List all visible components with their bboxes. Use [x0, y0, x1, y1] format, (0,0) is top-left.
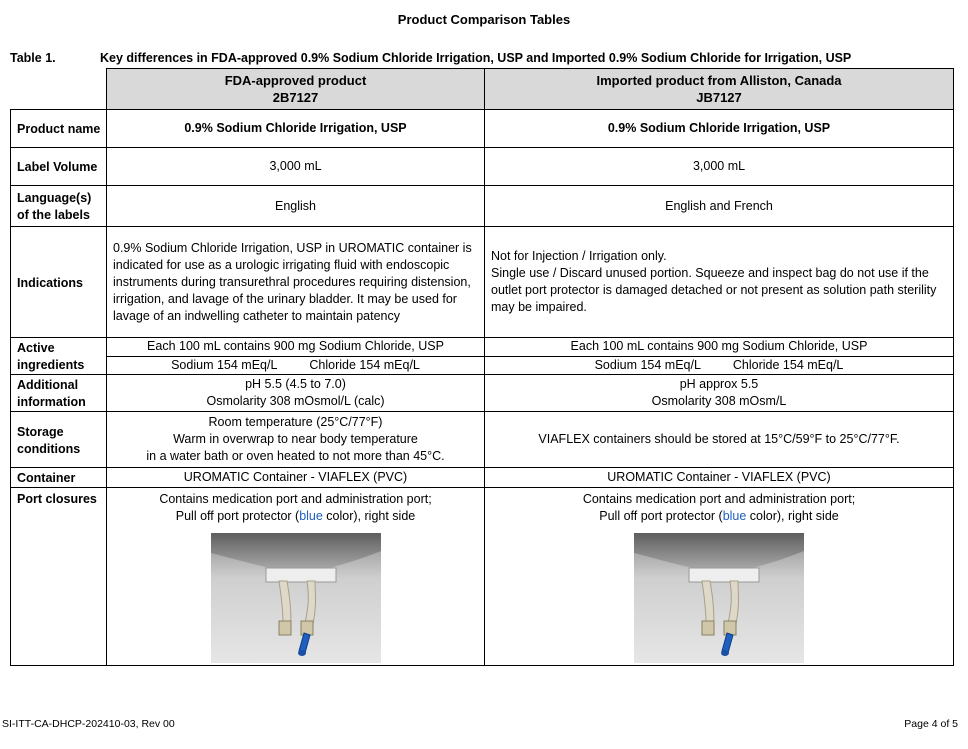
- header-imported-title: Imported product from Alliston, Canada: [596, 73, 842, 88]
- row-label-label-volume: Label Volume: [11, 148, 107, 186]
- fda-storage-line2: Warm in overwrap to near body temperature: [173, 432, 418, 446]
- row-label-product-name: Product name: [11, 110, 107, 148]
- imported-indications-line2: Single use / Discard unused portion. Squeeze and inspect bag do not use if the outlet port protector is damaged detached or not present as solution path sterility may be impaired.: [491, 266, 937, 314]
- header-imported-product: [485, 69, 954, 110]
- comparison-table: [10, 68, 954, 666]
- fda-language: English: [107, 186, 485, 227]
- header-fda-title: FDA-approved product: [224, 73, 367, 88]
- fda-storage-line1: Room temperature (25°C/77°F): [208, 415, 383, 429]
- header-imported-code: JB7127: [696, 90, 742, 105]
- fda-container: UROMATIC Container - VIAFLEX (PVC): [107, 468, 485, 488]
- fda-active-ingredients: Each 100 mL contains 900 mg Sodium Chloride, USP: [107, 338, 485, 357]
- fda-bag-photo-image: [211, 533, 381, 663]
- imported-port-line2: [485, 508, 953, 525]
- imported-osmolarity: Osmolarity 308 mOsm/L: [651, 394, 787, 408]
- table-row: [11, 468, 954, 488]
- table-row: [11, 488, 954, 666]
- imported-port-line2-pre: Pull off port protector (: [599, 509, 723, 523]
- row-label-port-closures: Port closures: [11, 488, 107, 666]
- table-number: Table 1.: [10, 51, 56, 65]
- table-row: [11, 110, 954, 148]
- imported-language: English and French: [485, 186, 954, 227]
- imported-active-ingredients: Each 100 mL contains 900 mg Sodium Chloride, USP: [485, 338, 954, 357]
- fda-port-blue-word: blue: [299, 509, 323, 523]
- fda-port-line1: Contains medication port and administration port;: [159, 492, 432, 506]
- header-fda-code: 2B7127: [272, 90, 319, 105]
- imported-additional-information: [485, 375, 954, 412]
- table-header-row: [11, 69, 954, 110]
- fda-electrolytes: [107, 356, 485, 375]
- fda-storage-conditions: [107, 412, 485, 468]
- fda-port-line2-post: color), right side: [322, 509, 416, 523]
- row-label-additional-information: Additional information: [11, 375, 107, 412]
- footer-document-id: SI-ITT-CA-DHCP-202410-03, Rev 00: [2, 718, 175, 730]
- imported-port-blue-word: blue: [722, 509, 747, 523]
- table-caption: [10, 51, 960, 65]
- table-row: [11, 412, 954, 468]
- fda-port-line2: [107, 508, 484, 525]
- imported-port-line1: Contains medication port and administration port;: [582, 492, 856, 506]
- header-blank-cell: [11, 69, 107, 110]
- fda-ph: pH 5.5 (4.5 to 7.0): [245, 377, 346, 391]
- imported-ph: pH approx 5.5: [679, 377, 759, 391]
- table-caption-text: Key differences in FDA-approved 0.9% Sodium Chloride Irrigation, USP and Imported 0.9% Sodium Chloride for Irrigation, USP: [100, 51, 852, 65]
- table-row: [11, 186, 954, 227]
- row-label-language: Language(s) of the labels: [11, 186, 107, 227]
- row-label-indications: Indications: [11, 227, 107, 338]
- footer-page-number: Page 4 of 5: [904, 718, 958, 730]
- fda-chloride: Chloride 154 mEq/L: [309, 357, 420, 372]
- fda-label-volume: 3,000 mL: [107, 148, 485, 186]
- imported-indications-line1: Not for Injection / Irrigation only.: [491, 249, 667, 263]
- row-label-container: Container: [11, 468, 107, 488]
- table-row: [11, 227, 954, 338]
- table-row: [11, 338, 954, 357]
- imported-sodium: Sodium 154 mEq/L: [594, 357, 701, 372]
- imported-port-closures: [485, 488, 954, 666]
- imported-storage-conditions: VIAFLEX containers should be stored at 15°C/59°F to 25°C/77°F.: [485, 412, 954, 468]
- fda-osmolarity: Osmolarity 308 mOsmol/L (calc): [206, 394, 385, 408]
- header-fda-product: [107, 69, 485, 110]
- imported-indications: [485, 227, 954, 338]
- imported-port-line2-post: color), right side: [746, 509, 839, 523]
- fda-additional-information: [107, 375, 485, 412]
- table-row: [11, 356, 954, 375]
- table-row: [11, 148, 954, 186]
- imported-container: UROMATIC Container - VIAFLEX (PVC): [485, 468, 954, 488]
- row-label-active-ingredients: Active ingredients: [11, 338, 107, 375]
- fda-port-line2-pre: Pull off port protector (: [175, 509, 300, 523]
- table-row: [11, 375, 954, 412]
- imported-chloride: Chloride 154 mEq/L: [732, 357, 844, 372]
- page-title: Product Comparison Tables: [397, 12, 571, 27]
- imported-bag-photo-image: [634, 533, 804, 663]
- imported-product-name: 0.9% Sodium Chloride Irrigation, USP: [485, 110, 954, 148]
- imported-electrolytes: [485, 356, 954, 375]
- imported-label-volume: 3,000 mL: [485, 148, 954, 186]
- fda-indications: 0.9% Sodium Chloride Irrigation, USP in UROMATIC container is indicated for use as a urologic irrigating fluid with endoscopic instruments during transurethral procedures requiring distension, irrigation, and lavage of the urinary bladder. It may be used for lavage of an indwelling catheter to maintain patency: [107, 227, 485, 338]
- fda-port-closures: [107, 488, 485, 666]
- fda-sodium: Sodium 154 mEq/L: [171, 357, 278, 372]
- fda-product-name: 0.9% Sodium Chloride Irrigation, USP: [107, 110, 485, 148]
- fda-storage-line3: in a water bath or oven heated to not more than 45°C.: [146, 449, 445, 463]
- row-label-storage-conditions: Storage conditions: [11, 412, 107, 468]
